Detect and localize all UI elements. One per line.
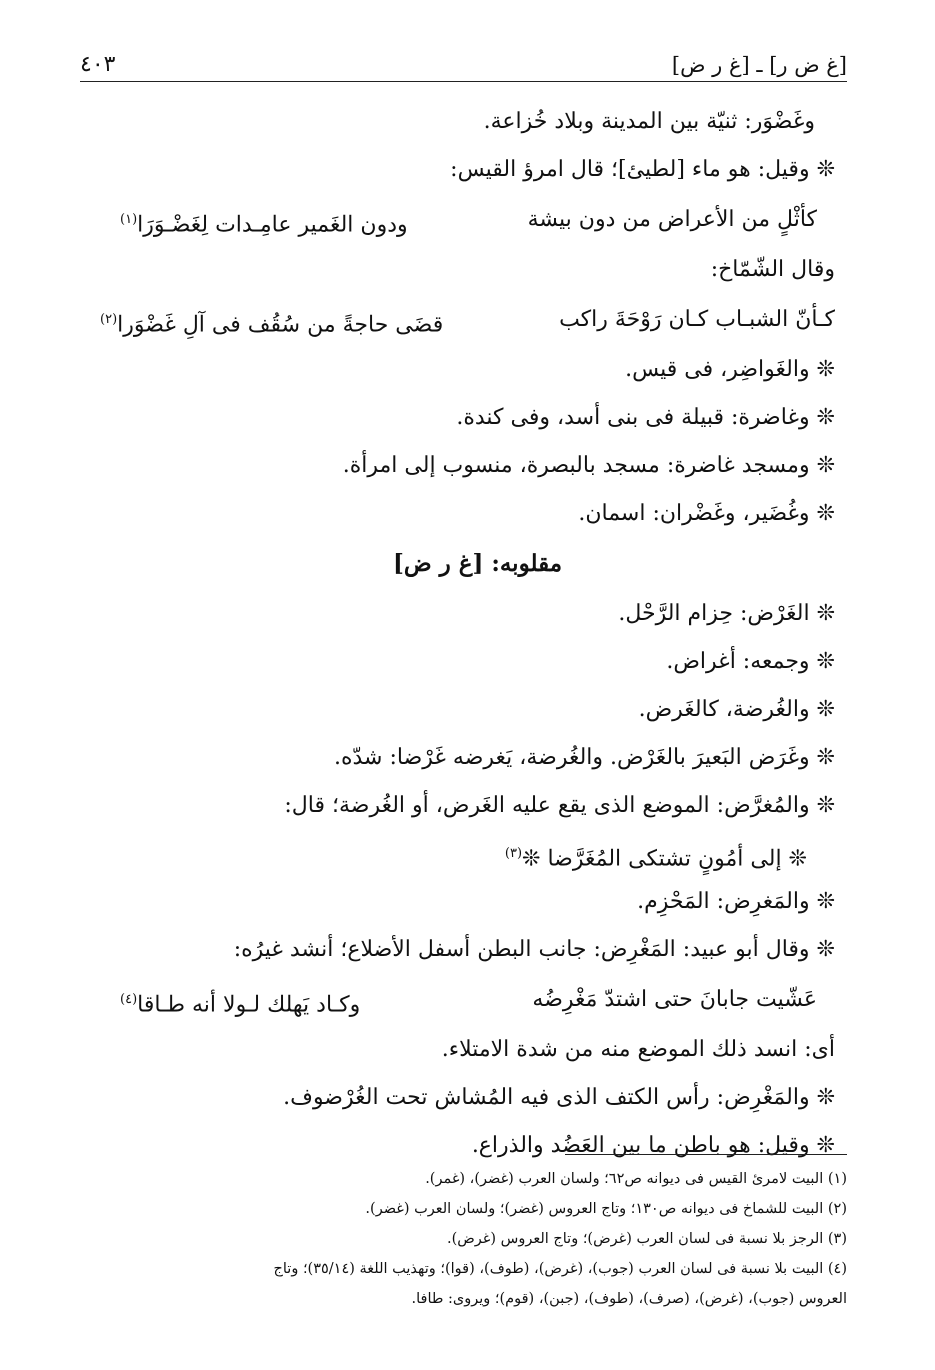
- rajaz-text: ❊ إلى أمُونٍ تشتكى المُغَرَّضا ❊: [522, 846, 807, 872]
- footnote-separator: [565, 1154, 847, 1155]
- running-head: [غ ض ر] ـ [غ ر ض]: [671, 53, 847, 77]
- entry-algharḍ: ❊ الغَرْض: حِزام الرَّحْل.: [618, 601, 835, 626]
- entry-alghurda: ❊ والغُرضة، كالغَرض.: [638, 697, 835, 722]
- entry-ras-alkatif: ❊ والمَغْرِض: رأس الكتف الذى فيه المُشاش تحت الغُرْضوف.: [283, 1085, 835, 1110]
- footnote-4-continued: العروس (جوب)، (غرض)، (صرف)، (طوف)، (جبن)، (قوم)؛ ويروى: طافا.: [411, 1291, 847, 1307]
- entry-almaghrid: ❊ والمَغرِض: المَحْزِم.: [637, 889, 835, 914]
- main-text: [80, 98, 835, 1170]
- entry-gharada-albaeer: ❊ وغَرَض البَعيرَ بالغَرْض. والغُرضة، يَغرضه غَرْضا: شدّه.: [333, 745, 835, 770]
- verse-jaban: [80, 974, 835, 1026]
- footnote-marker: (٣): [504, 846, 523, 861]
- verse-alshammakh: [80, 294, 835, 346]
- entry-batin: ❊ وقيل: هو باطن ما بين العَضُد والذراع.: [471, 1133, 835, 1158]
- verse-second-hemistich: [120, 974, 360, 1031]
- footnote-marker: (٢): [100, 312, 118, 327]
- footnote-marker: (١): [120, 212, 138, 227]
- entry-masjid-ghadira: ❊ ومسجد غاضرة: مسجد بالبصرة، منسوب إلى امرأة.: [342, 453, 835, 478]
- entry-explanation: أى: انسد ذلك الموضع منه من شدة الامتلاء.: [441, 1037, 835, 1062]
- entry-ghadwar: وغَضْوَر: ثنيّة بين المدينة وبلاد خُزاعة.: [483, 109, 815, 134]
- footnote-4: (٤) البيت بلا نسبة فى لسان العرب (جوب)، (غرض)، (طوف)، (قوا)؛ وتهذيب اللغة (٣٥/١٤)؛ وتاج: [273, 1261, 847, 1277]
- verse-second-hemistich: [120, 194, 408, 251]
- entry-ghadira: ❊ وغاضرة: قبيلة فى بنى أسد، وفى كندة.: [456, 405, 835, 430]
- rajaz-line: [80, 830, 835, 878]
- section-heading: مقلوبه: [غ ر ض]: [392, 550, 563, 577]
- footnote-marker: (٤): [120, 992, 138, 1007]
- verse-second-hemistich-text: وكـاد يَهلك لـولا أنه طـاقا: [137, 992, 361, 1018]
- footnote-2: (٢) البيت للشماخ فى ديوانه ص١٣٠؛ وتاج العروس (غضر)؛ ولسان العرب (غضر).: [365, 1201, 847, 1217]
- page-number: ٤٠٣: [80, 52, 116, 77]
- verse-first-hemistich: كـأنّ الشبـاب كـان رَوْحَةَ راكب: [559, 307, 835, 332]
- verse-first-hemistich: عَشّيت جابانَ حتى اشتدّ مَغْرِضُه: [532, 987, 817, 1012]
- entry-qila-ma: ❊ وقيل: هو ماء [لطيئ]؛ قال امرؤ القيس:: [450, 157, 835, 182]
- entry-almugharrad: ❊ والمُغرَّض: الموضع الذى يقع عليه الغَرض، أو الغُرضة؛ قال:: [284, 793, 835, 818]
- entry-alghawadir: ❊ والغَواضِر، فى قيس.: [625, 357, 835, 382]
- verse-second-hemistich-text: قضَى حاجةً من سُقُف فى آلِ غَضْوَرا: [117, 312, 444, 338]
- verse-second-hemistich-text: ودون الغَمير عامِـدات لِغَضْـوَرَا: [137, 212, 408, 238]
- entry-abu-ubaid: ❊ وقال أبو عبيد: المَغْرِض: جانب البطن أسفل الأضلاع؛ أنشد غيرُه:: [233, 937, 835, 962]
- footnote-1: (١) البيت لامرئ القيس فى ديوانه ص٦٢؛ ولسان العرب (غضر)، (غمر).: [425, 1171, 847, 1187]
- entry-plural: ❊ وجمعه: أغراض.: [666, 649, 835, 674]
- verse-first-hemistich: كأثْلٍ من الأعراض من دون بيشة: [527, 207, 817, 232]
- verse-imru-alqais: [80, 194, 835, 246]
- entry-qala-alshammakh: وقال الشّمّاخ:: [710, 257, 835, 282]
- page-header: [80, 48, 847, 82]
- footnotes: [80, 1164, 847, 1314]
- footnote-3: (٣) الرجز بلا نسبة فى لسان العرب (غرض)؛ وتاج العروس (غرض).: [447, 1231, 847, 1247]
- verse-second-hemistich: [100, 294, 443, 351]
- entry-ghudair: ❊ وغُضَير، وغَضْران: اسمان.: [578, 501, 835, 526]
